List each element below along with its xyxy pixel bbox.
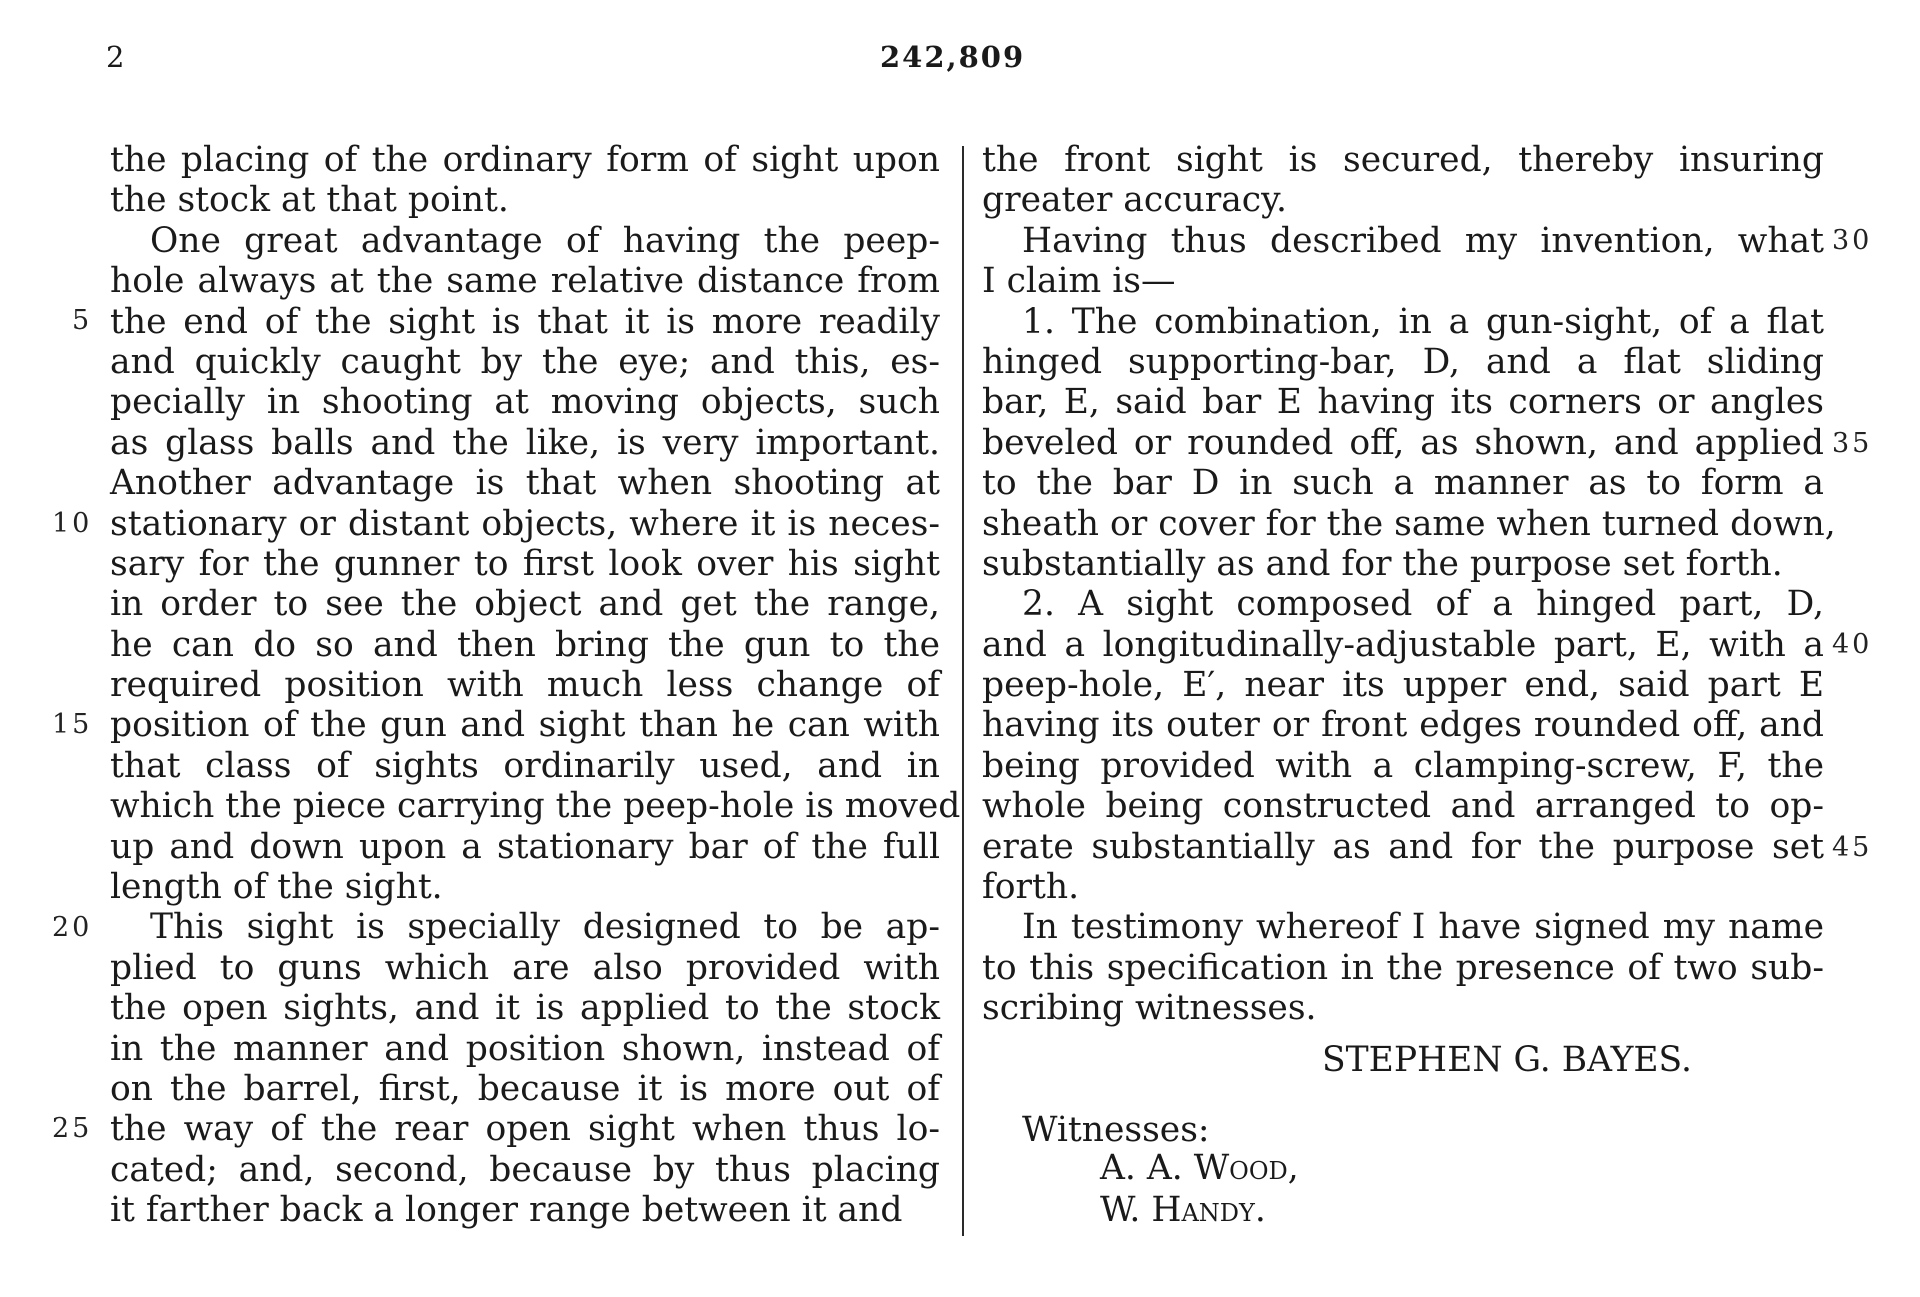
text-line: pecially in shooting at moving objects, such [110, 382, 940, 423]
text-line: bar, E, said bar E having its corners or angles [982, 382, 1824, 423]
right-column [982, 140, 1836, 1029]
text-line: In testimony whereof I have signed my name [1022, 907, 1824, 948]
text-line: to the bar D in such a manner as to form a [982, 463, 1824, 504]
text-line: as glass balls and the like, is very important. [110, 422, 940, 463]
witness-name: W. Handy. [1100, 1190, 1266, 1230]
text-line: the placing of the ordinary form of sight upon [110, 140, 940, 180]
text-line: and a longitudinally-adjustable part, E, with a [982, 624, 1824, 665]
text-line: position of the gun and sight than he can with [110, 705, 940, 746]
text-line: hinged supporting-bar, D, and a flat sliding [982, 341, 1824, 382]
text-line: beveled or rounded off, as shown, and applied [982, 422, 1824, 463]
line-number: 5 [72, 305, 93, 336]
text-line: stationary or distant objects, where it is neces- [110, 503, 940, 544]
text-line: Having thus described my invention, what [1022, 220, 1824, 261]
text-line: This sight is specially designed to be ap- [150, 907, 940, 948]
text-line: in the manner and position shown, instead of [110, 1028, 940, 1069]
text-line: sary for the gunner to first look over his sight [110, 543, 940, 584]
text-line: the front sight is secured, thereby insuring [982, 140, 1824, 180]
text-line: the way of the rear open sight when thus lo- [110, 1109, 940, 1150]
text-line: required position with much less change of [110, 665, 940, 706]
text-line: length of the sight. [110, 867, 443, 908]
text-line: in order to see the object and get the range, [110, 584, 940, 625]
line-number: 20 [52, 912, 93, 943]
line-number: 40 [1832, 629, 1873, 660]
inventor-signature: STEPHEN G. BAYES. [1322, 1040, 1692, 1080]
text-line: substantially as and for the purpose set forth. [982, 543, 1783, 584]
text-line: scribing witnesses. [982, 988, 1317, 1029]
line-number: 15 [52, 709, 93, 740]
text-line: whole being constructed and arranged to op- [982, 786, 1824, 827]
line-number: 30 [1832, 225, 1873, 256]
text-line: One great advantage of having the peep- [150, 220, 940, 261]
text-line: the stock at that point. [110, 180, 509, 221]
text-line: the open sights, and it is applied to the stock [110, 988, 940, 1029]
text-line: Another advantage is that when shooting at [110, 463, 940, 504]
patent-number: 242,809 [880, 40, 1026, 74]
witnesses-label: Witnesses: [1022, 1110, 1210, 1150]
text-line: having its outer or front edges rounded off, and [982, 705, 1824, 746]
line-number: 35 [1832, 428, 1873, 459]
text-line: plied to guns which are also provided with [110, 947, 940, 988]
text-line: that class of sights ordinarily used, and in [110, 745, 940, 786]
text-line: 1. The combination, in a gun-sight, of a flat [1022, 301, 1824, 342]
text-line: it farther back a longer range between it and [110, 1190, 903, 1231]
text-line: up and down upon a stationary bar of the full [110, 826, 940, 867]
text-line: hole always at the same relative distance from [110, 261, 940, 302]
text-line: cated; and, second, because by thus placing [110, 1149, 940, 1190]
text-line: being provided with a clamping-screw, F, the [982, 745, 1824, 786]
text-line: 2. A sight composed of a hinged part, D, [1022, 584, 1824, 625]
left-column [110, 140, 961, 1231]
text-line: I claim is— [982, 261, 1176, 302]
text-line: and quickly caught by the eye; and this, es- [110, 341, 940, 382]
text-line: which the piece carrying the peep-hole is moved [110, 786, 961, 827]
text-line: peep-hole, E′, near its upper end, said part E [982, 665, 1824, 706]
text-line: to this specification in the presence of two sub- [982, 947, 1824, 988]
text-line: erate substantially as and for the purpose set [982, 826, 1824, 867]
line-number: 45 [1832, 832, 1873, 863]
page-number: 2 [106, 40, 125, 74]
text-line: forth. [982, 867, 1080, 908]
text-line: on the barrel, first, because it is more out of [110, 1068, 940, 1109]
text-line: the end of the sight is that it is more readily [110, 301, 940, 342]
witness-name: A. A. Wood, [1100, 1148, 1299, 1188]
line-number: 25 [52, 1113, 93, 1144]
text-line: greater accuracy. [982, 180, 1287, 221]
column-divider [962, 146, 964, 1236]
text-line: he can do so and then bring the gun to the [110, 624, 940, 665]
line-number: 10 [52, 508, 93, 539]
text-line: sheath or cover for the same when turned down, [982, 503, 1836, 544]
